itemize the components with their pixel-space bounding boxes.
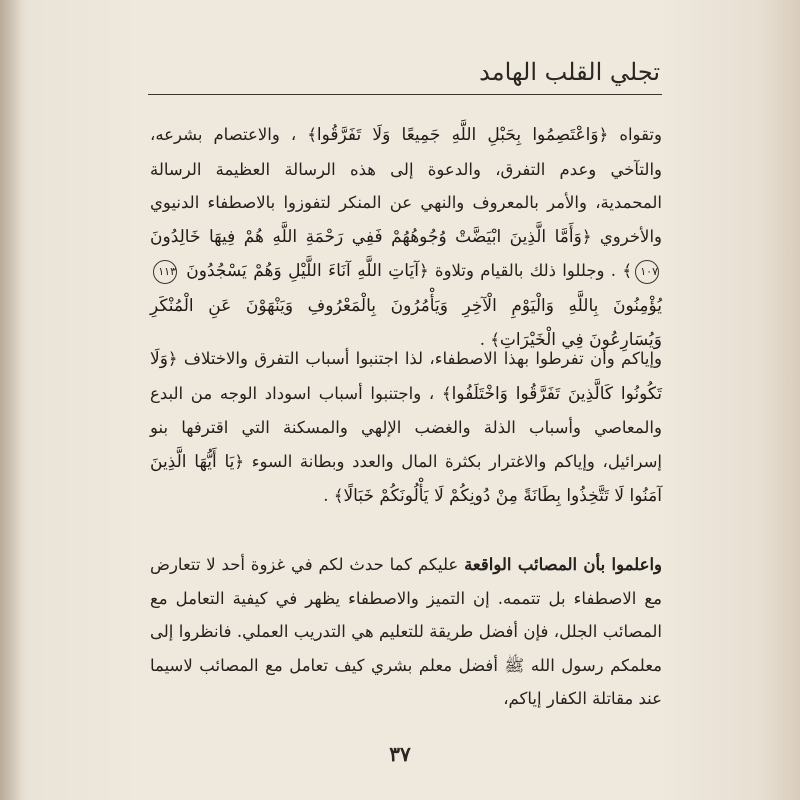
header-rule	[148, 94, 662, 95]
verse-open-bracket: ﴿	[598, 125, 609, 144]
verse-open-bracket: ﴿	[418, 261, 429, 280]
paragraph-1-text: . وجللوا ذلك بالقيام وتلاوة	[434, 261, 617, 280]
verse-number-marker: ١٠٧	[635, 260, 659, 284]
paragraph-3	[150, 548, 662, 716]
verse-number-marker: ١١٣	[153, 260, 177, 284]
verse-close-bracket: ﴾	[622, 261, 632, 280]
paragraph-1-intro: وتقواه	[619, 125, 662, 144]
verse-close-bracket: ﴾	[490, 330, 500, 349]
paragraph-1-text: ، والاعتصام بشرعه، والتآخي وعدم التفرق، والدعوة إلى هذه الرسالة العظيمة الرسالة المحمدية، والأمر بالمعروف والنهي عن المنكر لتفوزوا بالاصطفاء الدنيوي والأخروي	[150, 125, 662, 246]
verse-open-bracket: ﴿	[234, 451, 245, 471]
paragraph-3-text: أفضل معلم بشري كيف تعامل مع المصائب لاسيما عند مقاتلة الكفار إياكم،	[150, 655, 662, 708]
honorific-ligature: ﷺ	[504, 655, 525, 675]
quran-verse: وَأَمَّا الَّذِينَ ابْيَضَّتْ وُجُوهُهُمْ فَفِي رَحْمَةِ اللَّهِ هُمْ فِيهَا خَالِدُونَ	[150, 226, 582, 247]
paragraph-3-text: عليكم كما حدث لكم في غزوة أحد لا تتعارض مع الاصطفاء بل تتممه. إن التميز والاصطفاء يظهر في كيفية التعامل مع المصائب الجلل، فإن أفضل طريقة للتعليم هي التدريب العملي. فانظروا إلى معلمكم رسول الله	[150, 555, 663, 675]
paragraph-2	[150, 342, 662, 514]
quran-verse: وَاعْتَصِمُوا بِحَبْلِ اللَّهِ جَمِيعًا وَلَا تَفَرَّقُوا	[316, 125, 599, 145]
quran-verse: آيَاتِ اللَّهِ آنَاءَ اللَّيْلِ وَهُمْ يَسْجُدُونَ	[186, 261, 419, 281]
verse-open-bracket: ﴿	[167, 349, 178, 368]
verse-close-bracket: ﴾	[333, 486, 344, 505]
paragraph-3-bold-intro: واعلموا بأن المصائب الواقعة	[464, 555, 662, 574]
verse-open-bracket: ﴿	[581, 226, 592, 246]
verse-close-bracket: ﴾	[441, 383, 452, 403]
paragraph-1-end: .	[479, 330, 485, 349]
verse-close-bracket: ﴾	[307, 125, 317, 144]
running-header-title: تجلي القلب الهامد	[479, 58, 660, 86]
paragraph-1	[150, 118, 662, 358]
paragraph-2-intro: وإياكم وأن تفرطوا بهذا الاصطفاء، لذا اجتنبوا أسباب التفرق والاختلاف	[183, 349, 663, 368]
quran-verse: وَلَا تَكُونُوا كَالَّذِينَ تَفَرَّقُوا وَاخْتَلَفُوا	[150, 349, 663, 404]
paragraph-2-end: .	[323, 486, 329, 505]
paragraph-2-text: ، واجتنبوا أسباب اسوداد الوجه من البدع والمعاصي وأسباب الذلة والغضب الإلهي والمسكنة التي اقترفها بنو إسرائيل، وإياكم والاغترار بكثرة المال والعدد وبطانة السوء	[150, 383, 663, 471]
quran-verse: يُؤْمِنُونَ بِاللَّهِ وَالْيَوْمِ الْآخِرِ وَيَأْمُرُونَ بِالْمَعْرُوفِ وَيَنْهَوْنَ عَنِ الْمُنْكَرِ وَيُسَارِعُونَ فِي الْخَيْرَاتِ	[150, 295, 662, 350]
page-number: ٣٧	[389, 742, 411, 766]
quran-verse: يَا أَيُّهَا الَّذِينَ آمَنُوا لَا تَتَّخِذُوا بِطَانَةً مِنْ دُونِكُمْ لَا يَأْلُونَكُمْ خَبَالًا	[150, 451, 662, 506]
